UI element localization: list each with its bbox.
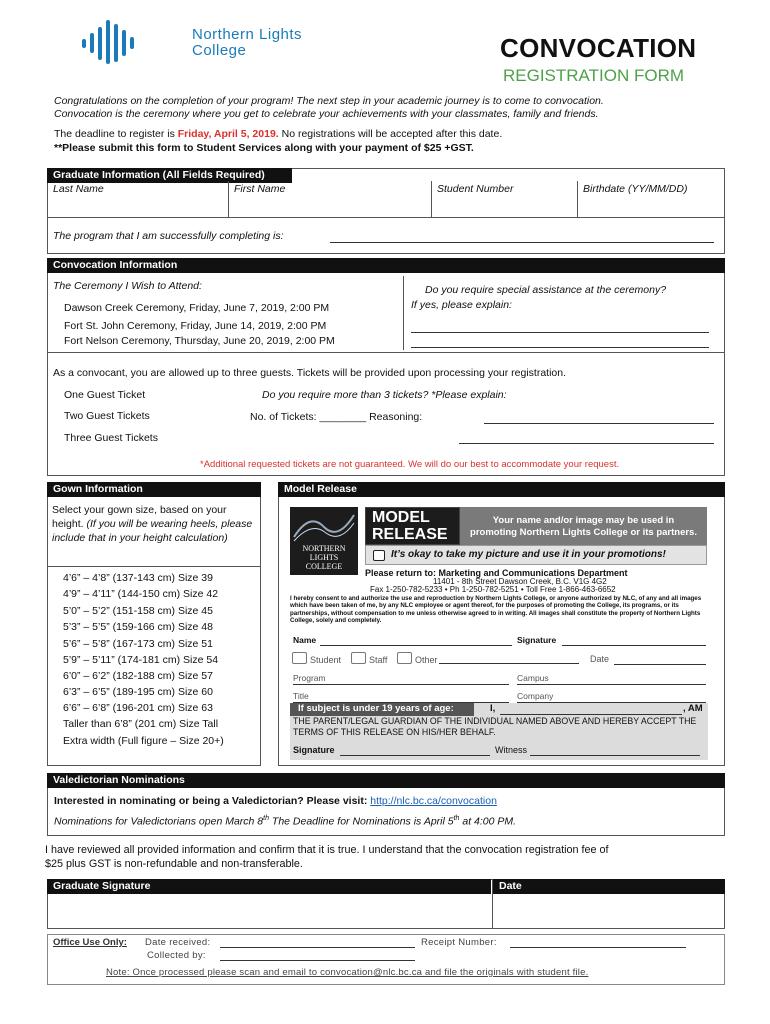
gown-instructions xyxy=(52,503,257,545)
deadline-prefix: The deadline to register is xyxy=(54,128,178,140)
guardian-witness-label: Witness xyxy=(495,745,528,755)
guardian-i-label: I, xyxy=(490,703,496,714)
program-field[interactable] xyxy=(330,242,714,243)
birthdate-label: Birthdate (YY/MM/DD) xyxy=(583,183,688,195)
return-to: Please return to: Marketing and Communications Department xyxy=(365,568,628,578)
submit-note: **Please submit this form to Student Services along with your payment of $25 +GST. xyxy=(54,142,474,154)
ceremony-option-fort-st-john[interactable]: Fort St. John Ceremony, Friday, June 14, 2019, 2:00 PM xyxy=(64,320,327,332)
model-release-header: Model Release xyxy=(278,482,725,497)
gown-size-option[interactable]: 6’0” – 6’2” (182-188 cm) Size 57 xyxy=(63,670,213,682)
release-staff-option[interactable] xyxy=(351,652,387,665)
release-date-field[interactable] xyxy=(614,664,706,665)
valedictorian-interest xyxy=(54,795,497,807)
gown-size-option[interactable]: 5’0” – 5’2” (151-158 cm) Size 45 xyxy=(63,605,213,617)
guests-note: As a convocant, you are allowed up to three guests. Tickets will be provided upon processing your registration. xyxy=(53,367,567,379)
first-name-field[interactable] xyxy=(229,196,430,216)
collected-by-field[interactable] xyxy=(220,960,415,961)
guardian-text-2: TERMS OF THIS RELEASE ON HIS/HER BEHALF. xyxy=(293,727,496,737)
more-tickets-question: Do you require more than 3 tickets? *Please explain: xyxy=(262,389,507,401)
gown-size-option[interactable]: 6’6” – 6’8” (196-201 cm) Size 63 xyxy=(63,702,213,714)
gown-size-option[interactable]: Extra width (Full figure – Size 20+) xyxy=(63,735,224,747)
additional-tickets-note: *Additional requested tickets are not guaranteed. We will do our best to accommodate your request. xyxy=(200,459,620,470)
release-signature-label: Signature xyxy=(517,635,557,645)
release-address: 11401 - 8th Street Dawson Creek, B.C. V1G 4G2 xyxy=(433,577,607,586)
staff-label: Staff xyxy=(369,655,388,665)
gown-size-option[interactable]: 5’3” – 5’5” (159-166 cm) Size 48 xyxy=(63,621,213,633)
num-tickets-label: No. of Tickets: ________ Reasoning: xyxy=(250,411,423,423)
nominations-open: Nominations for Valedictorians open March 8 xyxy=(54,815,264,828)
other-label: Other xyxy=(415,655,438,665)
guardian-signature-label: Signature xyxy=(293,745,335,755)
form-title: CONVOCATION xyxy=(500,33,697,63)
deadline-line xyxy=(54,128,502,140)
deadline-date: Friday, April 5, 2019. xyxy=(177,128,279,140)
student-number-field[interactable] xyxy=(432,196,576,216)
model-release-title-2: RELEASE xyxy=(372,526,448,543)
reasoning-field-2[interactable] xyxy=(459,443,714,444)
staff-checkbox[interactable] xyxy=(351,652,366,664)
gown-size-option[interactable]: 4’9” – 4’11” (144-150 cm) Size 42 xyxy=(63,588,219,600)
confirmation-text-1: I have reviewed all provided information and confirm that it is true. I understand that the convocation registration fee of xyxy=(45,844,609,856)
guest-option-one[interactable]: One Guest Ticket xyxy=(64,389,146,401)
assistance-field-2[interactable] xyxy=(411,347,709,348)
form-subtitle: REGISTRATION FORM xyxy=(503,66,685,85)
graduate-signature-field[interactable] xyxy=(48,894,491,928)
ceremony-label: The Ceremony I Wish to Attend: xyxy=(53,280,202,292)
release-phones: Fax 1-250-782-5233 • Ph 1-250-782-5251 • Toll Free 1-866-463-6652 xyxy=(370,585,616,594)
assistance-field-1[interactable] xyxy=(411,332,709,333)
badge-line2: LIGHTS xyxy=(309,553,339,562)
consent-text: I hereby consent to and authorize the use and reproduction by Northern Lights College, or anyone authorized by NLC, of any and all images which have been taken of me, by any NLC employee or agent thereof, for the purposes of promoting the College, its programs, or its partnerships, without compensation to me unless otherwise agreed to in writing. All images shall constitute the property of Northern Lights College, solely and completely. xyxy=(290,595,702,625)
logo-text-line1: Northern Lights xyxy=(192,26,303,43)
model-release-title-box xyxy=(365,507,460,545)
nominations-time: at 4:00 PM. xyxy=(459,815,517,828)
last-name-field[interactable] xyxy=(48,196,227,216)
release-student-option[interactable] xyxy=(292,652,341,665)
release-campus-field[interactable] xyxy=(517,684,706,685)
promo-line-2: promoting Northern Lights College or its partners. xyxy=(470,527,697,538)
deadline-suffix: No registrations will be accepted after this date. xyxy=(278,128,503,140)
other-checkbox[interactable] xyxy=(397,652,412,664)
convocation-info-header: Convocation Information xyxy=(47,258,725,273)
ceremony-option-fort-nelson[interactable]: Fort Nelson Ceremony, Thursday, June 20, 2019, 2:00 PM xyxy=(64,335,335,347)
guardian-name-field[interactable] xyxy=(500,714,682,715)
first-name-label: First Name xyxy=(234,183,286,195)
guest-option-two[interactable]: Two Guest Tickets xyxy=(64,410,150,422)
gown-size-option[interactable]: 4’6” – 4’8” (137-143 cm) Size 39 xyxy=(63,572,213,584)
gown-size-option[interactable]: 5’9” – 5’11” (174-181 cm) Size 54 xyxy=(63,654,219,666)
release-program-label: Program xyxy=(293,673,326,683)
nominations-sup-2: th xyxy=(453,815,460,822)
graduate-signature-header: Graduate Signature xyxy=(47,879,491,894)
northern-lights-icon xyxy=(290,507,358,543)
logo-text-line2: College xyxy=(192,42,247,59)
guardian-witness-field[interactable] xyxy=(530,755,700,756)
valedictorian-nominations xyxy=(54,815,516,828)
consent-checkbox-row[interactable] xyxy=(365,545,707,565)
assistance-question: Do you require special assistance at the ceremony? xyxy=(425,284,667,296)
promo-banner xyxy=(460,507,707,545)
graduate-info-header: Graduate Information (All Fields Required) xyxy=(47,168,292,183)
college-logo xyxy=(80,20,350,66)
birthdate-field[interactable] xyxy=(578,196,724,216)
guardian-signature-field[interactable] xyxy=(340,755,490,756)
badge-line1: NORTHERN xyxy=(302,544,346,553)
guardian-text-1: THE PARENT/LEGAL GUARDIAN OF THE INDIVIDUAL NAMED ABOVE AND HEREBY ACCEPT THE xyxy=(293,716,697,726)
model-release-title-1: MODEL xyxy=(372,509,430,526)
guardian-section xyxy=(290,703,708,760)
release-name-label: Name xyxy=(293,635,317,645)
release-campus-label: Campus xyxy=(517,673,549,683)
promo-line-1: Your name and/or image may be used in xyxy=(492,515,675,526)
intro-line-1: Congratulations on the completion of your program! The next step in your academic journey is to come to convocation. xyxy=(54,95,604,107)
office-use-label: Office Use Only: xyxy=(53,937,127,948)
program-label: The program that I am successfully completing is: xyxy=(53,230,284,242)
gown-info-header: Gown Information xyxy=(47,482,261,497)
signature-date-field[interactable] xyxy=(494,894,724,928)
confirmation-text-2: $25 plus GST is non-refundable and non-transferable. xyxy=(45,858,303,870)
release-other-option[interactable] xyxy=(397,652,438,665)
guest-option-three[interactable]: Three Guest Tickets xyxy=(64,432,158,444)
receipt-number-field[interactable] xyxy=(510,947,686,948)
release-program-field[interactable] xyxy=(293,684,509,685)
release-other-field[interactable] xyxy=(439,663,579,664)
under19-label: If subject is under 19 years of age: xyxy=(298,703,454,714)
gown-size-option[interactable]: 6’3” – 6’5” (189-195 cm) Size 60 xyxy=(63,686,213,698)
model-release-badge xyxy=(290,507,358,575)
student-number-label: Student Number xyxy=(437,183,514,195)
release-date-label: Date xyxy=(590,654,610,664)
receipt-number-label: Receipt Number: xyxy=(421,937,497,948)
under19-banner xyxy=(290,703,474,716)
guardian-am-label: , AM xyxy=(683,703,703,714)
gown-instructions-italic: (If you will be wearing heels, please include that in your height calculation) xyxy=(52,518,253,544)
valedictorian-link[interactable]: http://nlc.bc.ca/convocation xyxy=(370,795,497,807)
intro-line-2: Convocation is the ceremony where you get to celebrate your achievements with your classmates, family and friends. xyxy=(54,108,599,120)
nominations-sup-1: th xyxy=(263,815,269,822)
date-header: Date xyxy=(493,879,725,894)
reasoning-field-1[interactable] xyxy=(484,423,714,424)
nominations-deadline: The Deadline for Nominations is April 5 xyxy=(268,815,454,828)
date-received-field[interactable] xyxy=(220,947,415,948)
release-company-label: Company xyxy=(517,691,554,701)
assistance-explain-label: If yes, please explain: xyxy=(411,299,512,311)
student-label: Student xyxy=(310,655,342,665)
badge-line3: COLLEGE xyxy=(305,562,343,571)
gown-size-option[interactable]: Taller than 6’8” (201 cm) Size Tall xyxy=(63,718,219,730)
release-signature-field[interactable] xyxy=(562,645,706,646)
ceremony-option-dawson-creek[interactable]: Dawson Creek Ceremony, Friday, June 7, 2019, 2:00 PM xyxy=(64,302,330,314)
logo-bars-icon xyxy=(80,20,138,66)
consent-checkbox-label: It’s okay to take my picture and use it in your promotions! xyxy=(391,549,666,560)
gown-instructions-plain: Select your gown size, based on your height. xyxy=(52,504,227,530)
student-checkbox[interactable] xyxy=(292,652,307,664)
office-note: Note: Once processed please scan and email to convocation@nlc.bc.ca and file the originals with student file. xyxy=(106,967,589,978)
last-name-label: Last Name xyxy=(53,183,104,195)
release-title-label: Title xyxy=(293,691,309,701)
valedictorian-header: Valedictorian Nominations xyxy=(47,773,725,788)
release-name-field[interactable] xyxy=(320,645,512,646)
consent-checkbox[interactable] xyxy=(373,550,385,561)
collected-by-label: Collected by: xyxy=(147,950,206,961)
gown-size-option[interactable]: 5’6” – 5’8” (167-173 cm) Size 51 xyxy=(63,638,213,650)
date-received-label: Date received: xyxy=(145,937,211,948)
valedictorian-interest-text: Interested in nominating or being a Valedictorian? Please visit: xyxy=(54,795,371,807)
